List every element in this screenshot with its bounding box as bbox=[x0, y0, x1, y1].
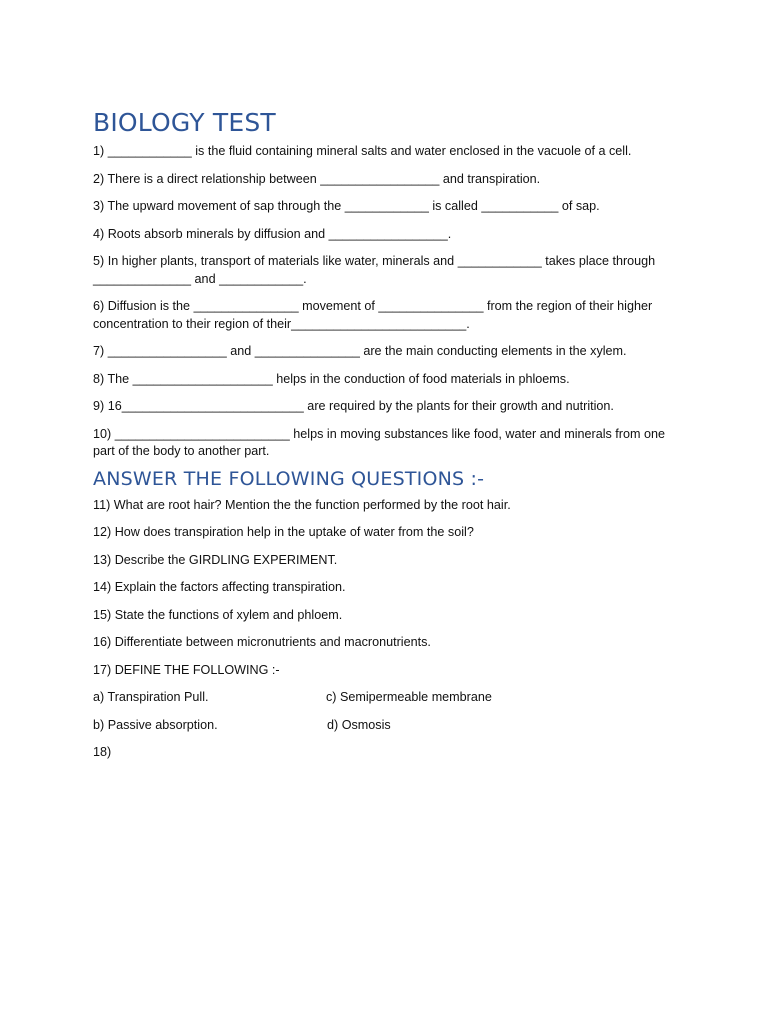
question-1: 1) ____________ is the fluid containing mineral salts and water enclosed in the vacuole of a cell. bbox=[93, 144, 632, 158]
question-11: 11) What are root hair? Mention the the function performed by the root hair. bbox=[93, 497, 511, 512]
question-10: 10) _________________________ helps in moving substances like food, water and minerals from one part of the body to another part. bbox=[93, 426, 666, 458]
question-18: 18) bbox=[93, 745, 112, 759]
definitions-list bbox=[93, 689, 683, 734]
question-7: 7) _________________ and _______________ are the main conducting elements in the xylem. bbox=[93, 344, 627, 358]
definitions-row bbox=[93, 717, 683, 735]
definition-c: c) Semipermeable membrane bbox=[326, 690, 492, 704]
question-2: 2) There is a direct relationship between _________________ and transpiration. bbox=[93, 171, 541, 186]
question-5: 5) In higher plants, transport of materials like water, minerals and ____________ takes place through ______________ and ____________. bbox=[93, 254, 656, 286]
question-3: 3) The upward movement of sap through the ____________ is called ___________ of sap. bbox=[93, 199, 600, 213]
question-12: 12) How does transpiration help in the uptake of water from the soil? bbox=[93, 525, 474, 539]
question-13: 13) Describe the GIRDLING EXPERIMENT. bbox=[93, 552, 338, 567]
question-9: 9) 16__________________________ are required by the plants for their growth and nutrition. bbox=[93, 399, 614, 413]
question-4: 4) Roots absorb minerals by diffusion and _________________. bbox=[93, 226, 452, 241]
document-page bbox=[93, 106, 683, 772]
document-title: BIOLOGY TEST bbox=[93, 108, 276, 137]
question-17: 17) DEFINE THE FOLLOWING :- bbox=[93, 662, 280, 677]
question-15: 15) State the functions of xylem and phloem. bbox=[93, 607, 343, 622]
question-16: 16) Differentiate between micronutrients and macronutrients. bbox=[93, 635, 431, 649]
section-heading: ANSWER THE FOLLOWING QUESTIONS :- bbox=[93, 467, 485, 490]
definition-a: a) Transpiration Pull. bbox=[93, 690, 209, 704]
question-14: 14) Explain the factors affecting transpiration. bbox=[93, 580, 346, 594]
definition-d: d) Osmosis bbox=[327, 717, 391, 732]
question-6: 6) Diffusion is the _______________ movement of _______________ from the region of their higher concentration to their region of their_________________________. bbox=[93, 299, 653, 331]
definition-b: b) Passive absorption. bbox=[93, 717, 218, 732]
definitions-row bbox=[93, 689, 683, 707]
question-8: 8) The ____________________ helps in the conduction of food materials in phloems. bbox=[93, 371, 570, 386]
